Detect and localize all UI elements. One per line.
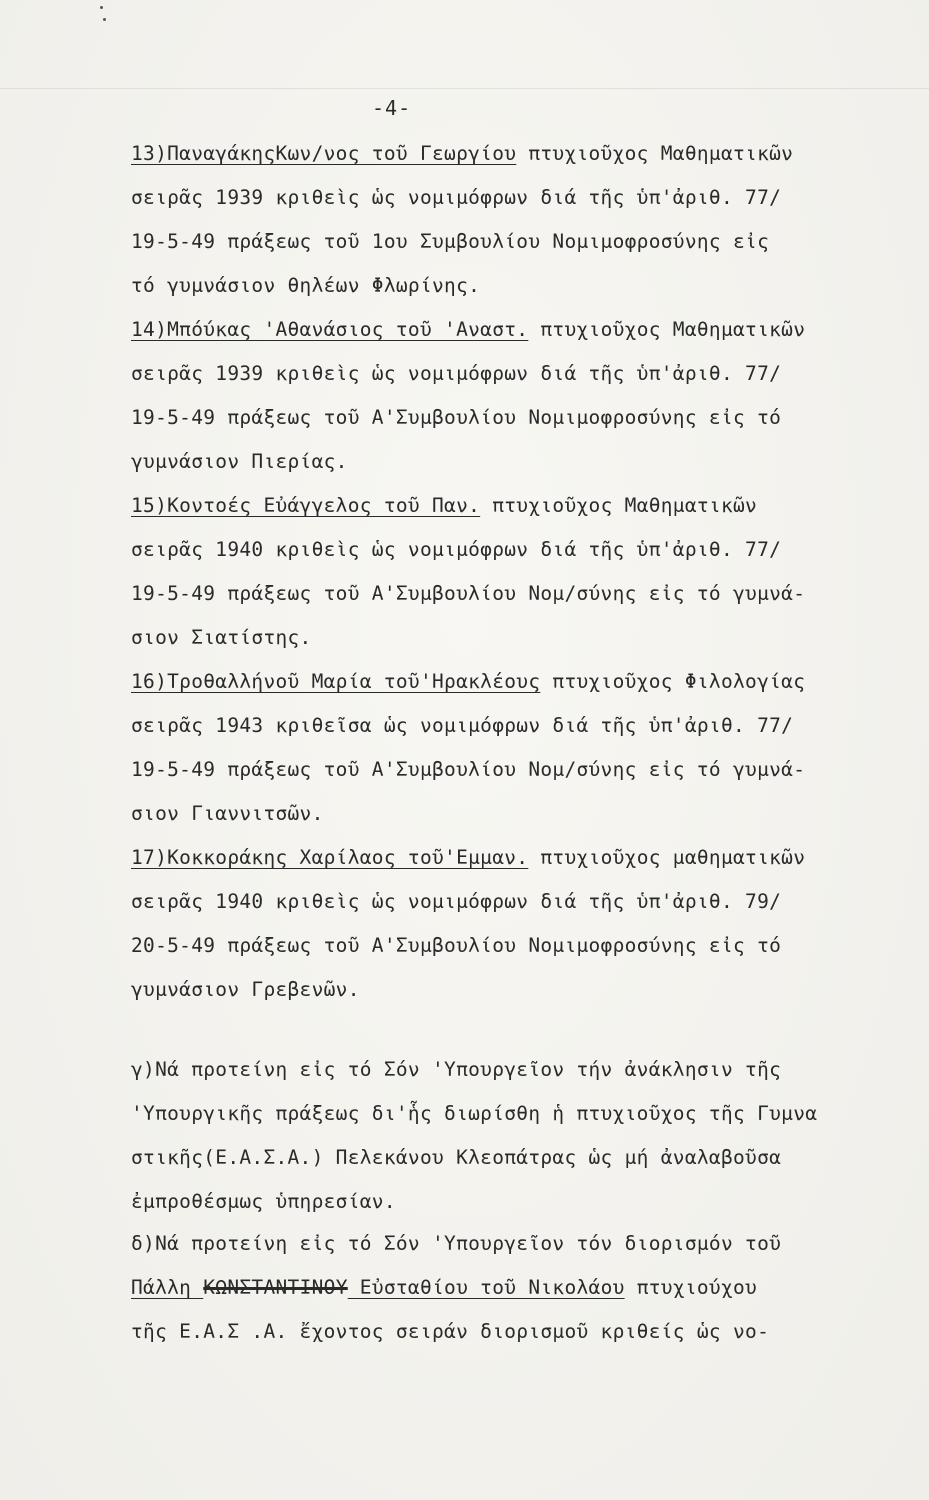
entry-heading: 15)Κοντοές Εὐάγγελος τοῦ Παν.: [131, 494, 481, 517]
entry-line: [131, 572, 891, 616]
entry-text: πτυχιοῦχος Μαθηματικῶν: [528, 318, 806, 341]
paragraph-g-line: στικῆς(Ε.Α.Σ.Α.) Πελεκάνου Κλεοπάτρας ὡς μή ἀναλαβοῦσα: [131, 1146, 782, 1169]
entry-line: [131, 704, 891, 748]
entry-heading: 13)ΠαναγάκηςΚων/νος τοῦ Γεωργίου: [131, 142, 517, 165]
struck-out-name: ΚΩΝΣΤΑΝΤΙΝΟΥ: [203, 1276, 348, 1299]
entry-text: 19-5-49 πράξεως τοῦ Α'Συμβουλίου Νομιμοφροσύνης εἰς τό: [131, 406, 782, 429]
entry-text: 19-5-49 πράξεως τοῦ 1ου Συμβουλίου Νομιμοφροσύνης εἰς: [131, 230, 770, 253]
entry-text: 19-5-49 πράξεως τοῦ Α'Συμβουλίου Νομ/σύνης εἰς τό γυμνά-: [131, 758, 806, 781]
entry-line: [131, 132, 891, 176]
entry-text: σιον Σιατίστης.: [131, 626, 312, 649]
paragraph-g: [131, 1048, 891, 1224]
entry-text: 19-5-49 πράξεως τοῦ Α'Συμβουλίου Νομ/σύνης εἰς τό γυμνά-: [131, 582, 806, 605]
entry-heading: 17)Κοκκοράκης Χαρίλαος τοῦ'Εμμαν.: [131, 846, 529, 869]
speck: [100, 6, 103, 9]
paragraph-d-line: [131, 1266, 891, 1310]
entry-text: πτυχιοῦχος Φιλολογίας: [540, 670, 806, 693]
paragraph-g-line: ἐμπροθέσμως ὑπηρεσίαν.: [131, 1190, 396, 1213]
entry-line: [131, 792, 891, 836]
paragraph-d-line: δ)Νά προτείνη εἰς τό Σόν 'Υπουργεῖον τόν διορισμόν τοῦ: [131, 1232, 782, 1255]
entry-text: πτυχιοῦχος Μαθηματικῶν: [516, 142, 794, 165]
entry-13: [131, 132, 891, 308]
entry-text: πτυχιοῦχος μαθηματικῶν: [528, 846, 806, 869]
paragraph-g-line: 'Υπουργικῆς πράξεως δι'ἧς διωρίσθη ἡ πτυχιοῦχος τῆς Γυμνα: [131, 1102, 818, 1125]
entry-text: σειρᾶς 1943 κριθεῖσα ὡς νομιμόφρων διά τῆς ὑπ'ἀριθ. 77/: [131, 714, 794, 737]
entry-line: [131, 220, 891, 264]
entry-line: [131, 924, 891, 968]
page-number: -4-: [372, 96, 412, 120]
entry-line: [131, 352, 891, 396]
entry-line: [131, 968, 891, 1012]
entry-line: [131, 748, 891, 792]
page-fold-line: [0, 88, 929, 89]
entry-line: [131, 396, 891, 440]
entry-text: σειρᾶς 1939 κριθεὶς ὡς νομιμόφρων διά τῆς ὑπ'ἀριθ. 77/: [131, 362, 782, 385]
paragraph-d-line: τῆς Ε.Α.Σ .Α. ἔχοντος σειράν διορισμοῦ κριθείς ὡς νο-: [131, 1320, 770, 1343]
entry-line: [131, 880, 891, 924]
appointee-name: Εὐσταθίου τοῦ Νικολάου: [347, 1276, 625, 1299]
appointee-surname: Πάλλη: [131, 1276, 204, 1299]
entry-text: σιον Γιαννιτσῶν.: [131, 802, 324, 825]
speck: [103, 18, 106, 21]
entry-line: [131, 264, 891, 308]
entry-text: σειρᾶς 1940 κριθεὶς ὡς νομιμόφρων διά τῆς ὑπ'ἀριθ. 79/: [131, 890, 782, 913]
entry-line: [131, 440, 891, 484]
entry-line: [131, 616, 891, 660]
entry-16: [131, 660, 891, 836]
entry-text: τό γυμνάσιον θηλέων Φλωρίνης.: [131, 274, 481, 297]
appointee-title: πτυχιούχου: [624, 1276, 758, 1299]
entry-text: σειρᾶς 1940 κριθεὶς ὡς νομιμόφρων διά τῆς ὑπ'ἀριθ. 77/: [131, 538, 782, 561]
entry-heading: 14)Μπόύκας 'Αθανάσιος τοῦ 'Αναστ.: [131, 318, 529, 341]
entry-line: [131, 308, 891, 352]
entry-14: [131, 308, 891, 484]
entry-text: πτυχιοῦχος Μαθηματικῶν: [480, 494, 758, 517]
entry-line: [131, 660, 891, 704]
entry-text: γυμνάσιον Πιερίας.: [131, 450, 348, 473]
entry-text: γυμνάσιον Γρεβενῶν.: [131, 978, 360, 1001]
entry-text: 20-5-49 πράξεως τοῦ Α'Συμβουλίου Νομιμοφροσύνης εἰς τό: [131, 934, 782, 957]
entry-line: [131, 528, 891, 572]
entry-line: [131, 484, 891, 528]
paragraph-d: [131, 1222, 891, 1354]
entry-line: [131, 176, 891, 220]
entry-line: [131, 836, 891, 880]
entry-17: [131, 836, 891, 1012]
paragraph-g-line: γ)Νά προτείνη εἰς τό Σόν 'Υπουργεῖον τήν ἀνάκλησιν τῆς: [131, 1058, 782, 1081]
entry-text: σειρᾶς 1939 κριθεὶς ὡς νομιμόφρων διά τῆς ὑπ'ἀριθ. 77/: [131, 186, 782, 209]
entry-15: [131, 484, 891, 660]
entry-heading: 16)Τροθαλλήνοῦ Μαρία τοῦ'Ηρακλέους: [131, 670, 541, 693]
entries-list: [131, 132, 891, 1012]
